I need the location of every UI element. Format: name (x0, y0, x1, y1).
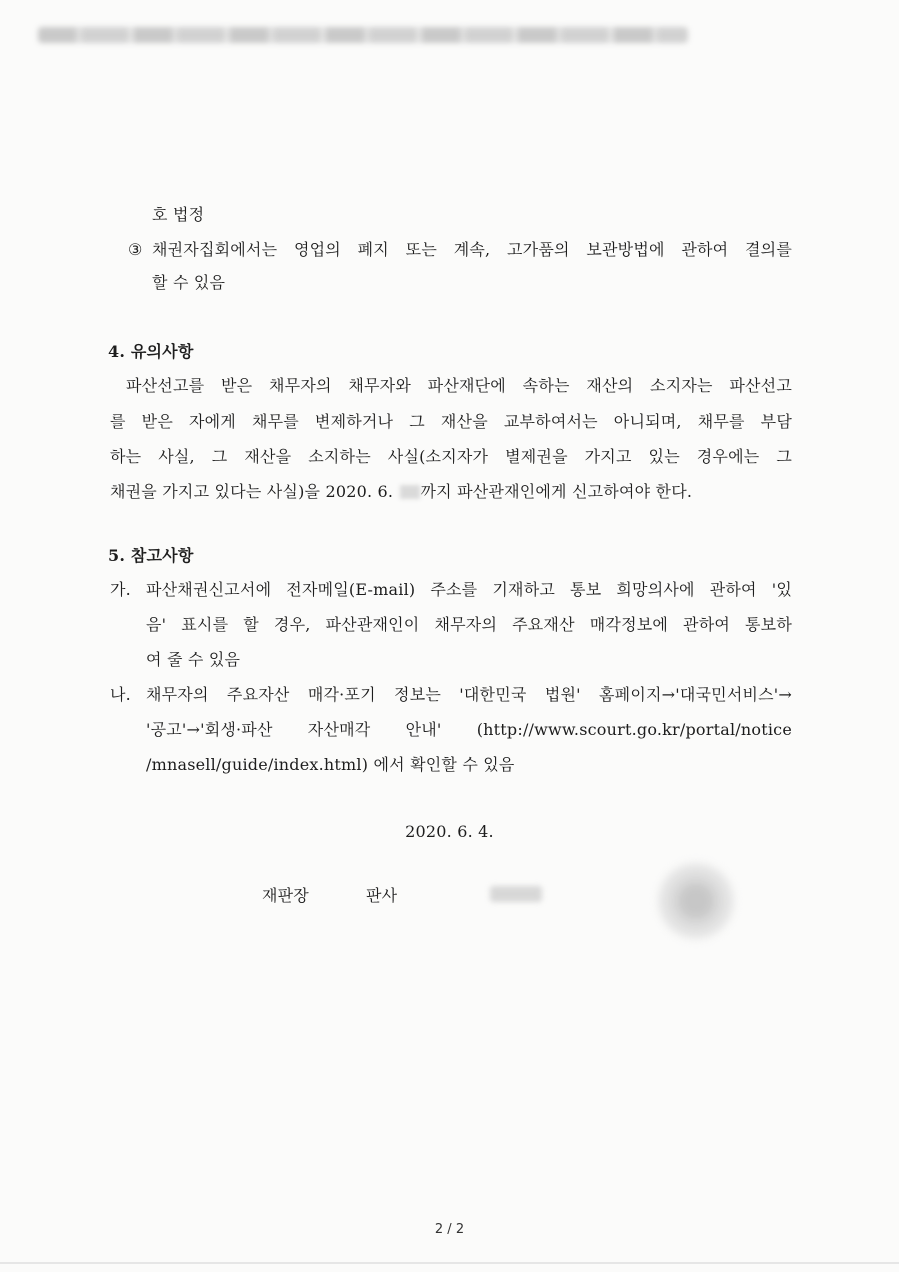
signature-title: 판사 (366, 886, 398, 905)
section4-line3: 하는 사실, 그 재산을 소지하는 사실(소지자가 별제권을 가지고 있는 경우에는 그 (110, 447, 792, 466)
item-ga-marker: 가. (110, 580, 131, 599)
signature-position: 재판장 (262, 886, 309, 905)
section4-line1: 파산선고를 받은 채무자의 채무자와 파산재단에 속하는 재산의 소지자는 파산선고 (126, 376, 792, 395)
item-ga-line2: 음' 표시를 할 경우, 파산관재인이 채무자의 주요재산 매각정보에 관하여 통보하 (146, 615, 792, 634)
item3-marker: ③ (128, 240, 143, 259)
redacted-seal (656, 860, 736, 942)
section4-line4: 채권을 가지고 있다는 사실)을 2020. 6. 까지 파산관재인에게 신고하여야 한다. (110, 482, 693, 501)
redacted-judge-name (490, 886, 542, 902)
page-number: 2 / 2 (434, 1222, 465, 1237)
item-ga-line1: 파산채권신고서에 전자메일(E-mail) 주소를 기재하고 통보 희망의사에 관하여 '있 (146, 580, 792, 599)
item-na-marker: 나. (110, 685, 131, 704)
item-na-line2: '공고'→'회생·파산 자산매각 안내' (http://www.scourt.go.kr/portal/notice (146, 720, 792, 739)
section4-heading: 4. 유의사항 (108, 342, 194, 361)
section4-line2: 를 받은 자에게 채무를 변제하거나 그 재산을 교부하여서는 아니되며, 채무를 부담 (110, 412, 792, 431)
redacted-day (400, 485, 420, 499)
redacted-header (38, 27, 688, 43)
document-date: 2020. 6. 4. (405, 822, 494, 841)
item3-line2: 할 수 있음 (152, 273, 226, 292)
item-ga-line3: 여 줄 수 있음 (146, 650, 241, 669)
item-na-line1: 채무자의 주요자산 매각·포기 정보는 '대한민국 법원' 홈페이지→'대국민서비스'→ (146, 685, 792, 704)
page-edge (0, 1262, 899, 1264)
item-na-line3: /mnasell/guide/index.html) 에서 확인할 수 있음 (146, 755, 515, 774)
section5-heading: 5. 참고사항 (108, 546, 194, 565)
continuation-text: 호 법정 (152, 205, 205, 224)
item3-line1: 채권자집회에서는 영업의 폐지 또는 계속, 고가품의 보관방법에 관하여 결의를 (152, 240, 792, 259)
